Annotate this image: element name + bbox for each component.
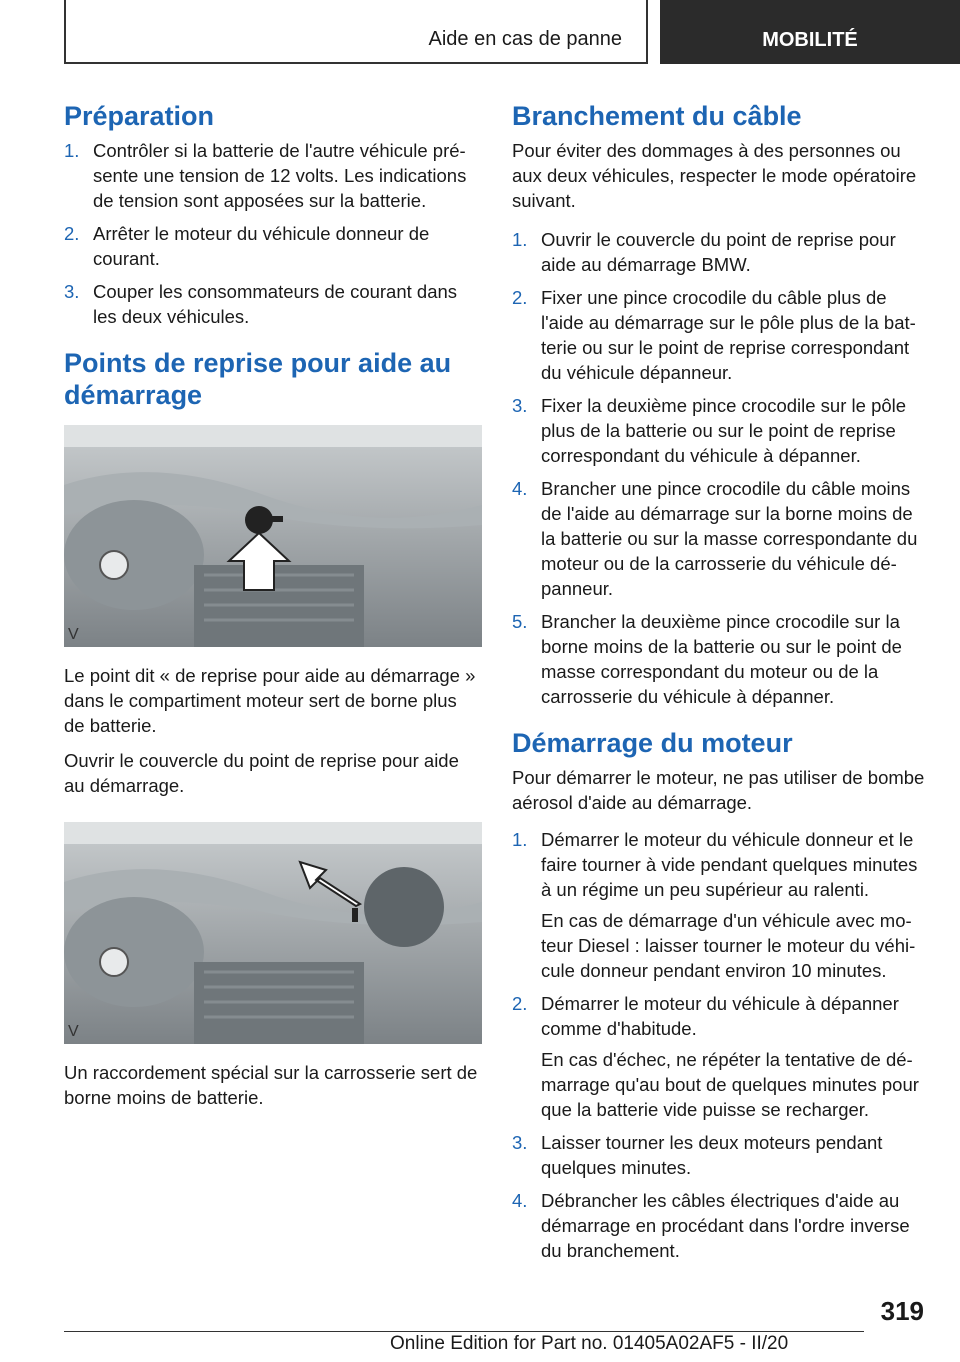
step-number: 2. bbox=[64, 223, 80, 244]
list-item bbox=[64, 279, 482, 329]
left-column bbox=[64, 100, 482, 1120]
list-item bbox=[512, 609, 932, 709]
step-text: Fixer une pince crocodile du câble plus de l'aide au démarrage sur le pôle plus de la batterie ou sur le point de reprise correspondant du véhicule dépanneur. bbox=[541, 287, 916, 383]
step-number: 4. bbox=[512, 478, 528, 499]
step-number: 1. bbox=[512, 229, 528, 250]
list-item bbox=[512, 393, 932, 468]
engine-photo-illustration bbox=[64, 425, 482, 647]
paragraph-open-cover: Ouvrir le couvercle du point de reprise pour aide au démarrage. bbox=[64, 750, 459, 796]
step-text: Démarrer le moteur du véhicule donneur et le faire tourner à vide pendant quelques minutes à un régime un peu supérieur au ralenti. bbox=[541, 829, 918, 900]
engine-photo-plus-terminal bbox=[64, 425, 482, 647]
list-item bbox=[64, 138, 482, 213]
step-text: Brancher une pince crocodile du câble moins de l'aide au démarrage sur la borne moins de la batterie ou sur la masse correspondante du moteur ou de la carrosserie du véhicule dépanneur. bbox=[541, 478, 918, 599]
step-number: 3. bbox=[64, 281, 80, 302]
edition-note: Online Edition for Part no. 01405A02AF5 - II/20 bbox=[390, 1333, 789, 1354]
step-text: Laisser tourner les deux moteurs pendant quelques minutes. bbox=[541, 1132, 883, 1178]
right-column bbox=[512, 100, 932, 1271]
paragraph-plus-terminal: Le point dit « de reprise pour aide au démarrage » dans le compartiment moteur sert de borne plus de batterie. bbox=[64, 665, 476, 736]
step-text: Fixer la deuxième pince crocodile sur le pôle plus de la batterie ou sur le point de reprise correspondant du véhicule à dépanner. bbox=[541, 395, 907, 466]
paragraph-minus-terminal: Un raccordement spécial sur la carrosserie sert de borne moins de batterie. bbox=[64, 1062, 478, 1108]
page-header bbox=[0, 0, 960, 70]
step-text: Contrôler si la batterie de l'autre véhicule présente une tension de 12 volts. Les indications de tension sont apposées sur la batterie. bbox=[93, 140, 467, 211]
engine-photo-minus-terminal bbox=[64, 822, 482, 1044]
step-text: Débrancher les câbles électriques d'aide au démarrage en procédant dans l'ordre inverse du branchement. bbox=[541, 1190, 910, 1261]
step-text: Couper les consommateurs de courant dans les deux véhicules. bbox=[93, 281, 458, 327]
heading-engine-start: Démarrage du moteur bbox=[512, 728, 793, 758]
heading-jump-start-points: Points de reprise pour aide au démarrage bbox=[64, 348, 452, 410]
step-number: 1. bbox=[512, 829, 528, 850]
step-text: Brancher la deuxième pince crocodile sur la borne moins de la batterie ou sur le point de masse correspondant du moteur ou de la carrosserie du véhicule à dépanner. bbox=[541, 611, 902, 707]
header-section-box bbox=[64, 0, 648, 64]
start-steps bbox=[512, 827, 932, 1263]
step-number: 3. bbox=[512, 1132, 528, 1153]
list-item bbox=[512, 227, 932, 277]
step-number: 4. bbox=[512, 1190, 528, 1211]
photo-label: V bbox=[68, 626, 79, 643]
step-number: 5. bbox=[512, 611, 528, 632]
footer-divider bbox=[64, 1331, 864, 1332]
paragraph-cable-intro: Pour éviter des dommages à des personnes ou aux deux véhicules, respecter le mode opératoire suivant. bbox=[512, 140, 917, 211]
list-item bbox=[512, 1130, 932, 1180]
list-item bbox=[64, 221, 482, 271]
step-note: En cas de démarrage d'un véhicule avec moteur Diesel : laisser tourner le moteur du véhicule donneur pendant environ 10 minutes. bbox=[541, 910, 916, 981]
page-number: 319 bbox=[880, 1296, 924, 1326]
photo-label: V bbox=[68, 1023, 79, 1040]
step-text: Démarrer le moteur du véhicule à dépanner comme d'habitude. bbox=[541, 993, 899, 1039]
list-item bbox=[512, 1188, 932, 1263]
heading-preparation: Préparation bbox=[64, 101, 215, 131]
preparation-steps bbox=[64, 138, 482, 329]
step-number: 2. bbox=[512, 287, 528, 308]
section-title: Aide en cas de panne bbox=[428, 28, 622, 50]
list-item bbox=[512, 827, 932, 983]
list-item bbox=[512, 476, 932, 601]
cable-steps bbox=[512, 227, 932, 709]
heading-cable-connection: Branchement du câble bbox=[512, 101, 802, 131]
step-text: Ouvrir le couvercle du point de reprise pour aide au démarrage BMW. bbox=[541, 229, 896, 275]
step-number: 3. bbox=[512, 395, 528, 416]
step-text: Arrêter le moteur du véhicule donneur de courant. bbox=[93, 223, 430, 269]
step-number: 2. bbox=[512, 993, 528, 1014]
list-item bbox=[512, 285, 932, 385]
chapter-tab[interactable]: MOBILITÉ bbox=[660, 0, 960, 64]
step-note: En cas d'échec, ne répéter la tentative de démarrage qu'au bout de quelques minutes pour que la batterie vide puisse se recharger. bbox=[541, 1049, 919, 1120]
paragraph-start-intro: Pour démarrer le moteur, ne pas utiliser de bombe aérosol d'aide au démarrage. bbox=[512, 767, 925, 813]
engine-photo-illustration bbox=[64, 822, 482, 1044]
list-item bbox=[512, 991, 932, 1122]
step-number: 1. bbox=[64, 140, 80, 161]
